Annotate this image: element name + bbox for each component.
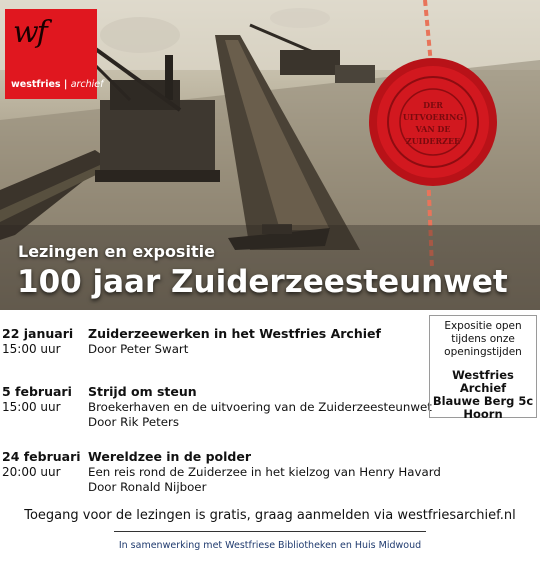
event-speaker: Door Peter Swart xyxy=(88,342,189,356)
event-item xyxy=(0,326,430,384)
logo-name-sub: archief xyxy=(70,79,104,90)
exhibition-note-line: Expositie open xyxy=(444,320,522,332)
exhibition-address xyxy=(430,369,536,421)
partners-note: In samenwerking met Westfriese Bibliotheken en Huis Midwoud xyxy=(118,540,422,551)
event-time: 20:00 uur xyxy=(2,465,61,479)
event-time: 15:00 uur xyxy=(2,400,61,414)
address-line: Hoorn xyxy=(463,407,503,421)
event-time: 15:00 uur xyxy=(2,342,61,356)
event-title: Strijd om steun xyxy=(88,384,197,399)
westfries-archief-logo xyxy=(5,9,104,99)
svg-text:UITVOERING: UITVOERING xyxy=(402,112,464,122)
hero-subtitle: Lezingen en expositie xyxy=(18,242,215,261)
logo-name: westfries | archief xyxy=(11,79,104,90)
event-list xyxy=(0,326,441,499)
event-description: Een reis rond de Zuiderzee in het kielzog van Henry Havard xyxy=(88,465,441,479)
logo-mark: wf xyxy=(13,15,46,50)
wax-seal-icon xyxy=(369,58,497,186)
exhibition-note-line: tijdens onze xyxy=(451,333,515,345)
address-line: Blauwe Berg 5c xyxy=(432,394,534,408)
svg-text:VAN DE: VAN DE xyxy=(415,124,451,134)
exhibition-note xyxy=(430,320,536,359)
event-title: Wereldzee in de polder xyxy=(88,449,252,464)
event-item xyxy=(0,384,430,449)
address-line: Westfries Archief xyxy=(452,368,514,395)
event-date: 5 februari xyxy=(2,384,72,399)
event-speaker: Door Rik Peters xyxy=(88,415,180,429)
event-title: Zuiderzeewerken in het Westfries Archief xyxy=(88,326,381,341)
event-speaker: Door Ronald Nijboer xyxy=(88,480,207,494)
registration-note: Toegang voor de lezingen is gratis, graag aanmelden via westfriesarchief.nl xyxy=(24,508,516,523)
event-item xyxy=(0,449,441,499)
exhibition-info-box xyxy=(429,315,537,421)
svg-text:DER: DER xyxy=(423,100,443,110)
logo-name-main: westfries xyxy=(11,79,61,90)
svg-text:ZUIDERZEE: ZUIDERZEE xyxy=(405,136,461,146)
hero-title: 100 jaar Zuiderzeesteunwet xyxy=(17,264,508,300)
event-description: Broekerhaven en de uitvoering van de Zuiderzeesteunwet xyxy=(88,400,432,414)
exhibition-note-line: openingstijden xyxy=(444,346,522,358)
divider xyxy=(114,531,426,532)
event-date: 24 februari xyxy=(2,449,81,464)
event-date: 22 januari xyxy=(2,326,74,341)
